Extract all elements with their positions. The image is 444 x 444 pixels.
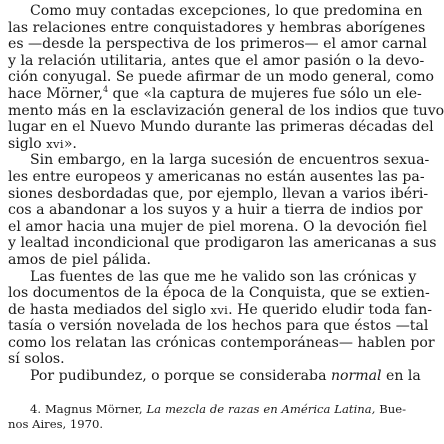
footnote-line: nos Aires, 1970. xyxy=(8,416,104,431)
text-line: Como muy contadas excepciones, lo que predomina en xyxy=(30,3,423,19)
footnote-title: La mezcla de razas en América Latina, xyxy=(146,402,376,416)
text-line xyxy=(8,368,421,385)
footnote-reference: 4 xyxy=(102,84,109,94)
text-line xyxy=(8,136,406,153)
text-line: les entre europeos y americanas no están ausentes las pa- xyxy=(8,168,425,185)
text-segment: hace Mörner, xyxy=(8,85,103,102)
text-segment: siglo xyxy=(8,135,47,152)
text-line xyxy=(8,84,422,103)
text-line: y la relación utilitaria, antes que el amor pasión o la devo- xyxy=(8,52,425,69)
text-line: amos de piel pálida. xyxy=(8,251,152,268)
text-line: ción conyugal. Se puede afirmar de un modo general, como xyxy=(8,69,435,86)
text-line: tasía o versión novelada de los hechos para que éstos —tal xyxy=(8,318,429,335)
text-line: Las fuentes de las que me he valido son las crónicas y xyxy=(30,268,417,285)
small-caps-text: xvi xyxy=(46,136,64,151)
body-text xyxy=(8,3,444,385)
footnote-author: Magnus Mörner, xyxy=(44,402,143,416)
text-segment: Por pudibundez, o porque se consideraba xyxy=(30,368,331,385)
text-segment: ». xyxy=(63,135,77,152)
footnote-city: Bue- xyxy=(379,402,406,416)
text-line: y lealtad incondicional que prodigaron las americanas a sus xyxy=(8,235,437,252)
text-line: sí solos. xyxy=(8,351,65,368)
text-line: siones desbordadas que, por ejemplo, llevan a varios ibéri- xyxy=(8,185,429,202)
text-line: Sin embargo, en la larga sucesión de encuentros sexua- xyxy=(30,152,430,169)
footnote-number: 4. xyxy=(30,402,42,416)
small-caps-text: xvi xyxy=(210,302,229,317)
text-line: el amor hacia una mujer de piel morena. O la devoción fiel xyxy=(8,218,427,235)
text-line: como los relatan las crónicas contemporáneas— hablen por xyxy=(8,334,435,351)
text-line: es —desde la perspectiva de los primeros— el amor carnal xyxy=(8,36,427,53)
text-segment: que «la captura de mujeres fue sólo un ele- xyxy=(112,85,422,102)
text-line: lugar en el Nuevo Mundo durante las primeras décadas del xyxy=(8,119,434,136)
text-line: cos a abandonar a los suyos y a huir a tierra de indios por xyxy=(8,202,423,219)
text-segment: . He querido eludir toda fan- xyxy=(228,301,433,318)
text-line: mento más en la esclavización general de los indios que tuvo xyxy=(8,102,444,119)
text-line: los documentos de la época de la Conquista, que se extien- xyxy=(8,285,430,302)
text-line xyxy=(8,301,433,319)
text-segment: de hasta mediados del siglo xyxy=(8,301,211,318)
italic-text: normal xyxy=(330,368,382,385)
footnote-line xyxy=(8,402,406,417)
text-line: las relaciones entre conquistadores y hembras aborígenes xyxy=(8,19,426,36)
text-segment: en la xyxy=(381,368,421,385)
footnote xyxy=(8,402,406,431)
